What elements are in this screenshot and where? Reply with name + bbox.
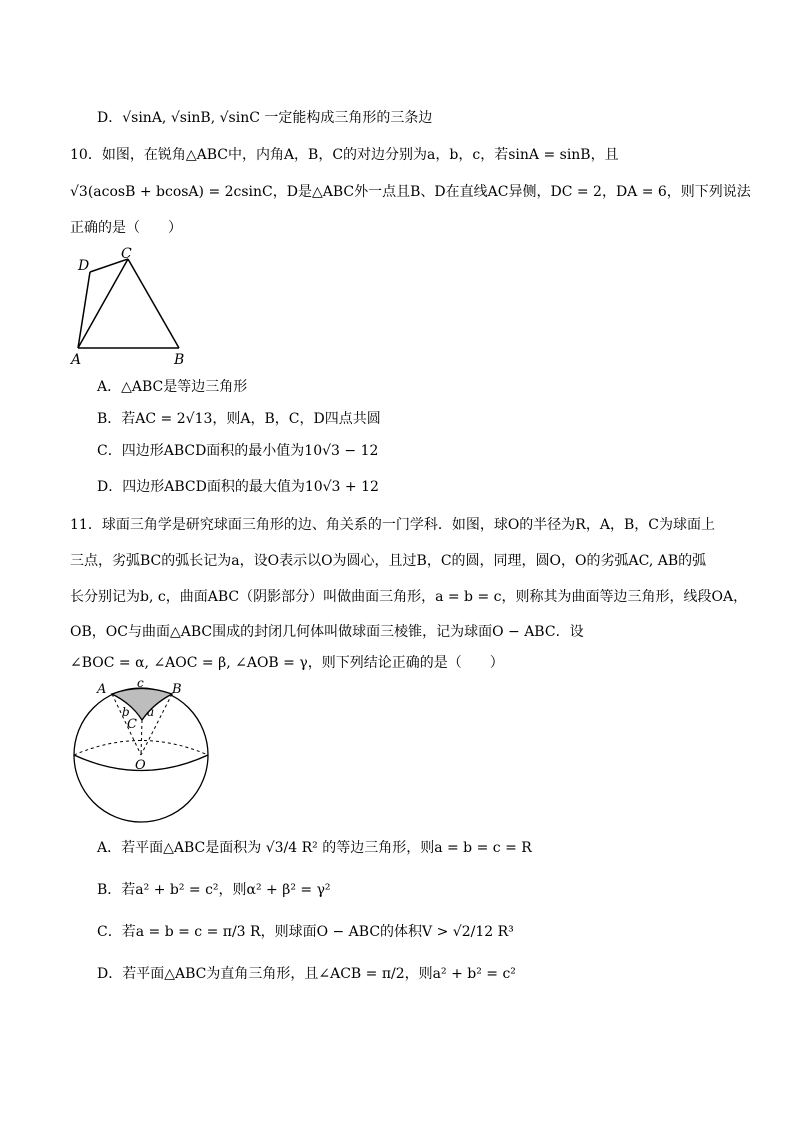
q11-stem-line-4: OB，OC与曲面△ABC围成的封闭几何体叫做球面三棱锥，记为球面O − ABC．设 bbox=[70, 624, 584, 640]
q10-label-d: D bbox=[78, 258, 90, 274]
q10-label-c: C bbox=[121, 246, 132, 262]
q11-option-a: A．若平面△ABC是面积为 √3/4 R² 的等边三角形，则a = b = c = R bbox=[97, 840, 532, 856]
q11-label-a-arc: a bbox=[147, 705, 155, 719]
q10-option-b: B．若AC = 2√13，则A，B，C，D四点共圆 bbox=[97, 411, 381, 427]
q11-label-b-arc: b bbox=[122, 705, 130, 719]
q10-option-a: A．△ABC是等边三角形 bbox=[97, 379, 248, 395]
q11-label-c-point: C bbox=[127, 717, 137, 732]
q11-sphere-figure bbox=[68, 678, 218, 824]
q11-option-d: D．若平面△ABC为直角三角形，且∠ACB = π/2，则a² + b² = c² bbox=[97, 966, 516, 982]
q10-stem-line-3: 正确的是（ ） bbox=[70, 220, 182, 236]
q11-label-o-center: O bbox=[135, 758, 146, 773]
q11-label-b-point: B bbox=[172, 682, 182, 697]
q11-stem-line-1: 11．球面三角学是研究球面三角形的边、角关系的一门学科．如图，球O的半径为R，A，B，C为球面上 bbox=[70, 517, 715, 533]
q10-stem-line-2: √3(acosB + bcosA) = 2csinC，D是△ABC外一点且B、D在直线AC异侧，DC = 2，DA = 6，则下列说法 bbox=[70, 184, 751, 200]
q10-option-c: C．四边形ABCD面积的最小值为10√3 − 12 bbox=[97, 443, 379, 459]
q10-stem-line-1: 10．如图，在锐角△ABC中，内角A，B，C的对边分别为a，b，c，若sinA = sinB，且 bbox=[70, 147, 619, 163]
q11-option-c: C．若a = b = c = π/3 R，则球面O − ABC的体积V > √2/12 R³ bbox=[97, 924, 514, 940]
q10-label-a: A bbox=[71, 352, 82, 368]
q11-stem-line-3: 长分别记为b, c，曲面ABC（阴影部分）叫做曲面三角形，a = b = c，则称其为曲面等边三角形，线段OA， bbox=[70, 589, 748, 605]
q11-label-c-arc: c bbox=[137, 678, 144, 690]
q11-label-a-point: A bbox=[97, 682, 107, 697]
q10-label-b: B bbox=[174, 352, 185, 368]
q11-stem-line-5: ∠BOC = α, ∠AOC = β, ∠AOB = γ，则下列结论正确的是（ ） bbox=[70, 655, 504, 671]
q10-quadrilateral-figure bbox=[68, 242, 198, 370]
prev-question-option-d: D．√sinA, √sinB, √sinC 一定能构成三角形的三条边 bbox=[97, 110, 433, 126]
q11-option-b: B．若a² + b² = c²，则α² + β² = γ² bbox=[97, 882, 331, 898]
q11-stem-line-2: 三点，劣弧BC的弧长记为a，设O表示以O为圆心，且过B，C的圆，同理，圆O，O的劣弧AC, AB的弧 bbox=[70, 553, 707, 569]
q10-option-d: D．四边形ABCD面积的最大值为10√3 + 12 bbox=[97, 479, 379, 495]
